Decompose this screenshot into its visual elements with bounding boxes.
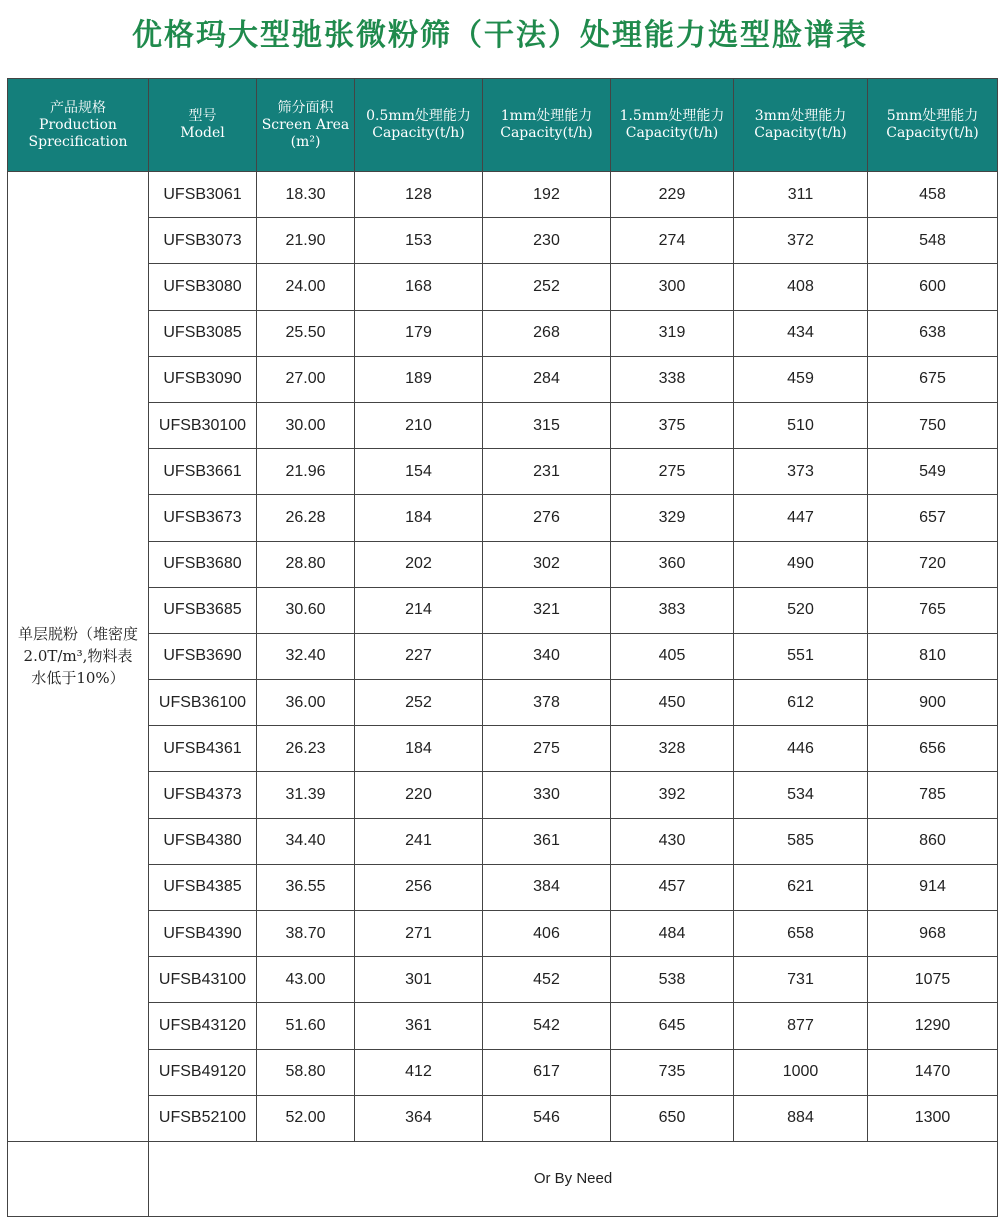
table-row — [8, 864, 998, 910]
capacity-0-5mm-cell: 361 — [355, 1003, 483, 1049]
capacity-1mm-cell: 340 — [483, 633, 611, 679]
page-title: 优格玛大型弛张微粉筛（干法）处理能力选型脸谱表 — [132, 18, 868, 53]
screen-area-cell: 30.60 — [257, 587, 355, 633]
header-cap-cn: 0.5mm处理能力 — [366, 108, 471, 124]
table-row — [8, 587, 998, 633]
screen-area-cell: 34.40 — [257, 818, 355, 864]
capacity-1-5mm-cell: 383 — [611, 587, 734, 633]
capacity-1mm-cell: 230 — [483, 218, 611, 264]
capacity-1mm-cell: 315 — [483, 402, 611, 448]
capacity-1-5mm-cell: 457 — [611, 864, 734, 910]
screen-area-cell: 26.23 — [257, 726, 355, 772]
footer-note: Or By Need — [149, 1141, 998, 1216]
capacity-5mm-cell: 900 — [868, 680, 998, 726]
capacity-5mm-cell: 549 — [868, 449, 998, 495]
table-row — [8, 1049, 998, 1095]
table-row — [8, 680, 998, 726]
table-row — [8, 172, 998, 218]
capacity-1-5mm-cell: 538 — [611, 957, 734, 1003]
header-cap-cn: 3mm处理能力 — [754, 108, 847, 124]
screen-area-cell: 52.00 — [257, 1095, 355, 1141]
capacity-1-5mm-cell: 329 — [611, 495, 734, 541]
capacity-5mm-cell: 914 — [868, 864, 998, 910]
capacity-5mm-cell: 968 — [868, 911, 998, 957]
capacity-1mm-cell: 268 — [483, 310, 611, 356]
table-row — [8, 911, 998, 957]
spec-text-line1: 单层脱粉（堆密度 — [17, 625, 138, 644]
capacity-0-5mm-cell: 301 — [355, 957, 483, 1003]
model-cell: UFSB43120 — [149, 1003, 257, 1049]
model-cell: UFSB52100 — [149, 1095, 257, 1141]
capacity-5mm-cell: 675 — [868, 356, 998, 402]
capacity-1mm-cell: 302 — [483, 541, 611, 587]
header-area-en: Screen Area — [261, 116, 350, 133]
header-screen-area — [257, 79, 355, 172]
capacity-1mm-cell: 384 — [483, 864, 611, 910]
capacity-3mm-cell: 490 — [734, 541, 868, 587]
header-spec-en2: Sprecification — [28, 133, 128, 150]
model-cell: UFSB3690 — [149, 633, 257, 679]
capacity-5mm-cell: 1075 — [868, 957, 998, 1003]
capacity-1-5mm-cell: 360 — [611, 541, 734, 587]
model-cell: UFSB3673 — [149, 495, 257, 541]
header-spec — [8, 79, 149, 172]
footer-row — [8, 1141, 998, 1216]
table-header-row — [8, 79, 998, 172]
capacity-3mm-cell: 446 — [734, 726, 868, 772]
capacity-0-5mm-cell: 184 — [355, 726, 483, 772]
screen-area-cell: 36.55 — [257, 864, 355, 910]
capacity-3mm-cell: 877 — [734, 1003, 868, 1049]
header-cap-en: Capacity(t/h) — [372, 125, 465, 141]
capacity-3mm-cell: 551 — [734, 633, 868, 679]
model-cell: UFSB4390 — [149, 911, 257, 957]
model-cell: UFSB4380 — [149, 818, 257, 864]
capacity-1-5mm-cell: 405 — [611, 633, 734, 679]
capacity-5mm-cell: 720 — [868, 541, 998, 587]
table-row — [8, 818, 998, 864]
capacity-1mm-cell: 617 — [483, 1049, 611, 1095]
capacity-0-5mm-cell: 153 — [355, 218, 483, 264]
capacity-3mm-cell: 520 — [734, 587, 868, 633]
capacity-1-5mm-cell: 375 — [611, 402, 734, 448]
capacity-0-5mm-cell: 412 — [355, 1049, 483, 1095]
table-row — [8, 356, 998, 402]
table-row — [8, 957, 998, 1003]
table-row — [8, 449, 998, 495]
capacity-5mm-cell: 638 — [868, 310, 998, 356]
capacity-1-5mm-cell: 319 — [611, 310, 734, 356]
table-row — [8, 1095, 998, 1141]
table-row — [8, 1003, 998, 1049]
model-cell: UFSB3061 — [149, 172, 257, 218]
header-model-cn: 型号 — [188, 108, 217, 124]
model-cell: UFSB4385 — [149, 864, 257, 910]
model-cell: UFSB4373 — [149, 772, 257, 818]
header-capacity-5mm — [868, 79, 998, 172]
screen-area-cell: 51.60 — [257, 1003, 355, 1049]
header-capacity-1mm — [483, 79, 611, 172]
capacity-table — [7, 78, 998, 1217]
header-cap-en: Capacity(t/h) — [754, 125, 847, 141]
capacity-1-5mm-cell: 450 — [611, 680, 734, 726]
capacity-1-5mm-cell: 328 — [611, 726, 734, 772]
capacity-5mm-cell: 810 — [868, 633, 998, 679]
model-cell: UFSB3085 — [149, 310, 257, 356]
capacity-3mm-cell: 1000 — [734, 1049, 868, 1095]
capacity-3mm-cell: 731 — [734, 957, 868, 1003]
screen-area-cell: 25.50 — [257, 310, 355, 356]
header-capacity-0-5mm — [355, 79, 483, 172]
capacity-1mm-cell: 321 — [483, 587, 611, 633]
capacity-3mm-cell: 534 — [734, 772, 868, 818]
screen-area-cell: 30.00 — [257, 402, 355, 448]
capacity-0-5mm-cell: 184 — [355, 495, 483, 541]
capacity-1-5mm-cell: 274 — [611, 218, 734, 264]
capacity-3mm-cell: 658 — [734, 911, 868, 957]
header-cap-cn: 5mm处理能力 — [886, 108, 979, 124]
model-cell: UFSB49120 — [149, 1049, 257, 1095]
capacity-1mm-cell: 192 — [483, 172, 611, 218]
capacity-3mm-cell: 621 — [734, 864, 868, 910]
capacity-1-5mm-cell: 484 — [611, 911, 734, 957]
capacity-0-5mm-cell: 128 — [355, 172, 483, 218]
model-cell: UFSB4361 — [149, 726, 257, 772]
table-row — [8, 541, 998, 587]
header-capacity-1-5mm — [611, 79, 734, 172]
capacity-5mm-cell: 1290 — [868, 1003, 998, 1049]
table-row — [8, 633, 998, 679]
capacity-1mm-cell: 330 — [483, 772, 611, 818]
table-row — [8, 772, 998, 818]
capacity-5mm-cell: 458 — [868, 172, 998, 218]
screen-area-cell: 21.90 — [257, 218, 355, 264]
capacity-0-5mm-cell: 214 — [355, 587, 483, 633]
capacity-1mm-cell: 275 — [483, 726, 611, 772]
capacity-3mm-cell: 612 — [734, 680, 868, 726]
table-row — [8, 310, 998, 356]
model-cell: UFSB3090 — [149, 356, 257, 402]
header-capacity-3mm — [734, 79, 868, 172]
screen-area-cell: 58.80 — [257, 1049, 355, 1095]
header-spec-en: Production — [39, 116, 117, 133]
capacity-5mm-cell: 785 — [868, 772, 998, 818]
header-model — [149, 79, 257, 172]
capacity-5mm-cell: 750 — [868, 402, 998, 448]
screen-area-cell: 36.00 — [257, 680, 355, 726]
capacity-1-5mm-cell: 338 — [611, 356, 734, 402]
header-cap-cn: 1.5mm处理能力 — [619, 108, 725, 124]
capacity-0-5mm-cell: 220 — [355, 772, 483, 818]
capacity-5mm-cell: 1300 — [868, 1095, 998, 1141]
table-row — [8, 726, 998, 772]
capacity-1mm-cell: 546 — [483, 1095, 611, 1141]
model-cell: UFSB3685 — [149, 587, 257, 633]
table-row — [8, 264, 998, 310]
capacity-1-5mm-cell: 430 — [611, 818, 734, 864]
capacity-5mm-cell: 657 — [868, 495, 998, 541]
capacity-1mm-cell: 276 — [483, 495, 611, 541]
capacity-1-5mm-cell: 735 — [611, 1049, 734, 1095]
capacity-3mm-cell: 373 — [734, 449, 868, 495]
capacity-3mm-cell: 408 — [734, 264, 868, 310]
model-cell: UFSB3680 — [149, 541, 257, 587]
capacity-0-5mm-cell: 271 — [355, 911, 483, 957]
capacity-3mm-cell: 447 — [734, 495, 868, 541]
header-area-unit: (m²) — [290, 133, 321, 150]
capacity-1-5mm-cell: 392 — [611, 772, 734, 818]
header-cap-cn: 1mm处理能力 — [500, 108, 593, 124]
header-cap-en: Capacity(t/h) — [625, 125, 719, 141]
capacity-0-5mm-cell: 364 — [355, 1095, 483, 1141]
header-cap-en: Capacity(t/h) — [500, 125, 593, 141]
capacity-1-5mm-cell: 229 — [611, 172, 734, 218]
capacity-1mm-cell: 284 — [483, 356, 611, 402]
capacity-5mm-cell: 1470 — [868, 1049, 998, 1095]
capacity-3mm-cell: 311 — [734, 172, 868, 218]
capacity-1mm-cell: 378 — [483, 680, 611, 726]
capacity-0-5mm-cell: 210 — [355, 402, 483, 448]
table-row — [8, 218, 998, 264]
model-cell: UFSB3080 — [149, 264, 257, 310]
screen-area-cell: 18.30 — [257, 172, 355, 218]
model-cell: UFSB3661 — [149, 449, 257, 495]
capacity-5mm-cell: 600 — [868, 264, 998, 310]
capacity-0-5mm-cell: 168 — [355, 264, 483, 310]
capacity-3mm-cell: 434 — [734, 310, 868, 356]
capacity-1mm-cell: 252 — [483, 264, 611, 310]
table-row — [8, 402, 998, 448]
screen-area-cell: 26.28 — [257, 495, 355, 541]
header-model-en: Model — [180, 125, 225, 141]
header-cap-en: Capacity(t/h) — [886, 125, 979, 141]
capacity-3mm-cell: 510 — [734, 402, 868, 448]
capacity-1-5mm-cell: 645 — [611, 1003, 734, 1049]
screen-area-cell: 31.39 — [257, 772, 355, 818]
model-cell: UFSB3073 — [149, 218, 257, 264]
capacity-1-5mm-cell: 275 — [611, 449, 734, 495]
screen-area-cell: 24.00 — [257, 264, 355, 310]
table-row — [8, 495, 998, 541]
capacity-0-5mm-cell: 189 — [355, 356, 483, 402]
capacity-1mm-cell: 361 — [483, 818, 611, 864]
screen-area-cell: 27.00 — [257, 356, 355, 402]
capacity-3mm-cell: 884 — [734, 1095, 868, 1141]
header-spec-cn: 产品规格 — [50, 99, 106, 116]
capacity-0-5mm-cell: 179 — [355, 310, 483, 356]
capacity-5mm-cell: 656 — [868, 726, 998, 772]
capacity-1mm-cell: 406 — [483, 911, 611, 957]
capacity-0-5mm-cell: 256 — [355, 864, 483, 910]
spec-cell — [8, 172, 149, 1142]
screen-area-cell: 43.00 — [257, 957, 355, 1003]
capacity-0-5mm-cell: 252 — [355, 680, 483, 726]
model-cell: UFSB30100 — [149, 402, 257, 448]
header-area-cn: 筛分面积 — [277, 99, 334, 116]
spec-text-line2: 2.0T/m³,物料表 — [23, 647, 133, 666]
capacity-1mm-cell: 231 — [483, 449, 611, 495]
screen-area-cell: 38.70 — [257, 911, 355, 957]
capacity-5mm-cell: 765 — [868, 587, 998, 633]
capacity-0-5mm-cell: 154 — [355, 449, 483, 495]
capacity-1mm-cell: 542 — [483, 1003, 611, 1049]
capacity-5mm-cell: 860 — [868, 818, 998, 864]
screen-area-cell: 21.96 — [257, 449, 355, 495]
capacity-0-5mm-cell: 202 — [355, 541, 483, 587]
screen-area-cell: 32.40 — [257, 633, 355, 679]
capacity-1-5mm-cell: 300 — [611, 264, 734, 310]
capacity-3mm-cell: 372 — [734, 218, 868, 264]
screen-area-cell: 28.80 — [257, 541, 355, 587]
spec-text-line3: 水低于10%） — [31, 669, 125, 688]
capacity-1mm-cell: 452 — [483, 957, 611, 1003]
model-cell: UFSB36100 — [149, 680, 257, 726]
capacity-1-5mm-cell: 650 — [611, 1095, 734, 1141]
model-cell: UFSB43100 — [149, 957, 257, 1003]
capacity-3mm-cell: 585 — [734, 818, 868, 864]
capacity-3mm-cell: 459 — [734, 356, 868, 402]
capacity-5mm-cell: 548 — [868, 218, 998, 264]
capacity-0-5mm-cell: 227 — [355, 633, 483, 679]
capacity-0-5mm-cell: 241 — [355, 818, 483, 864]
